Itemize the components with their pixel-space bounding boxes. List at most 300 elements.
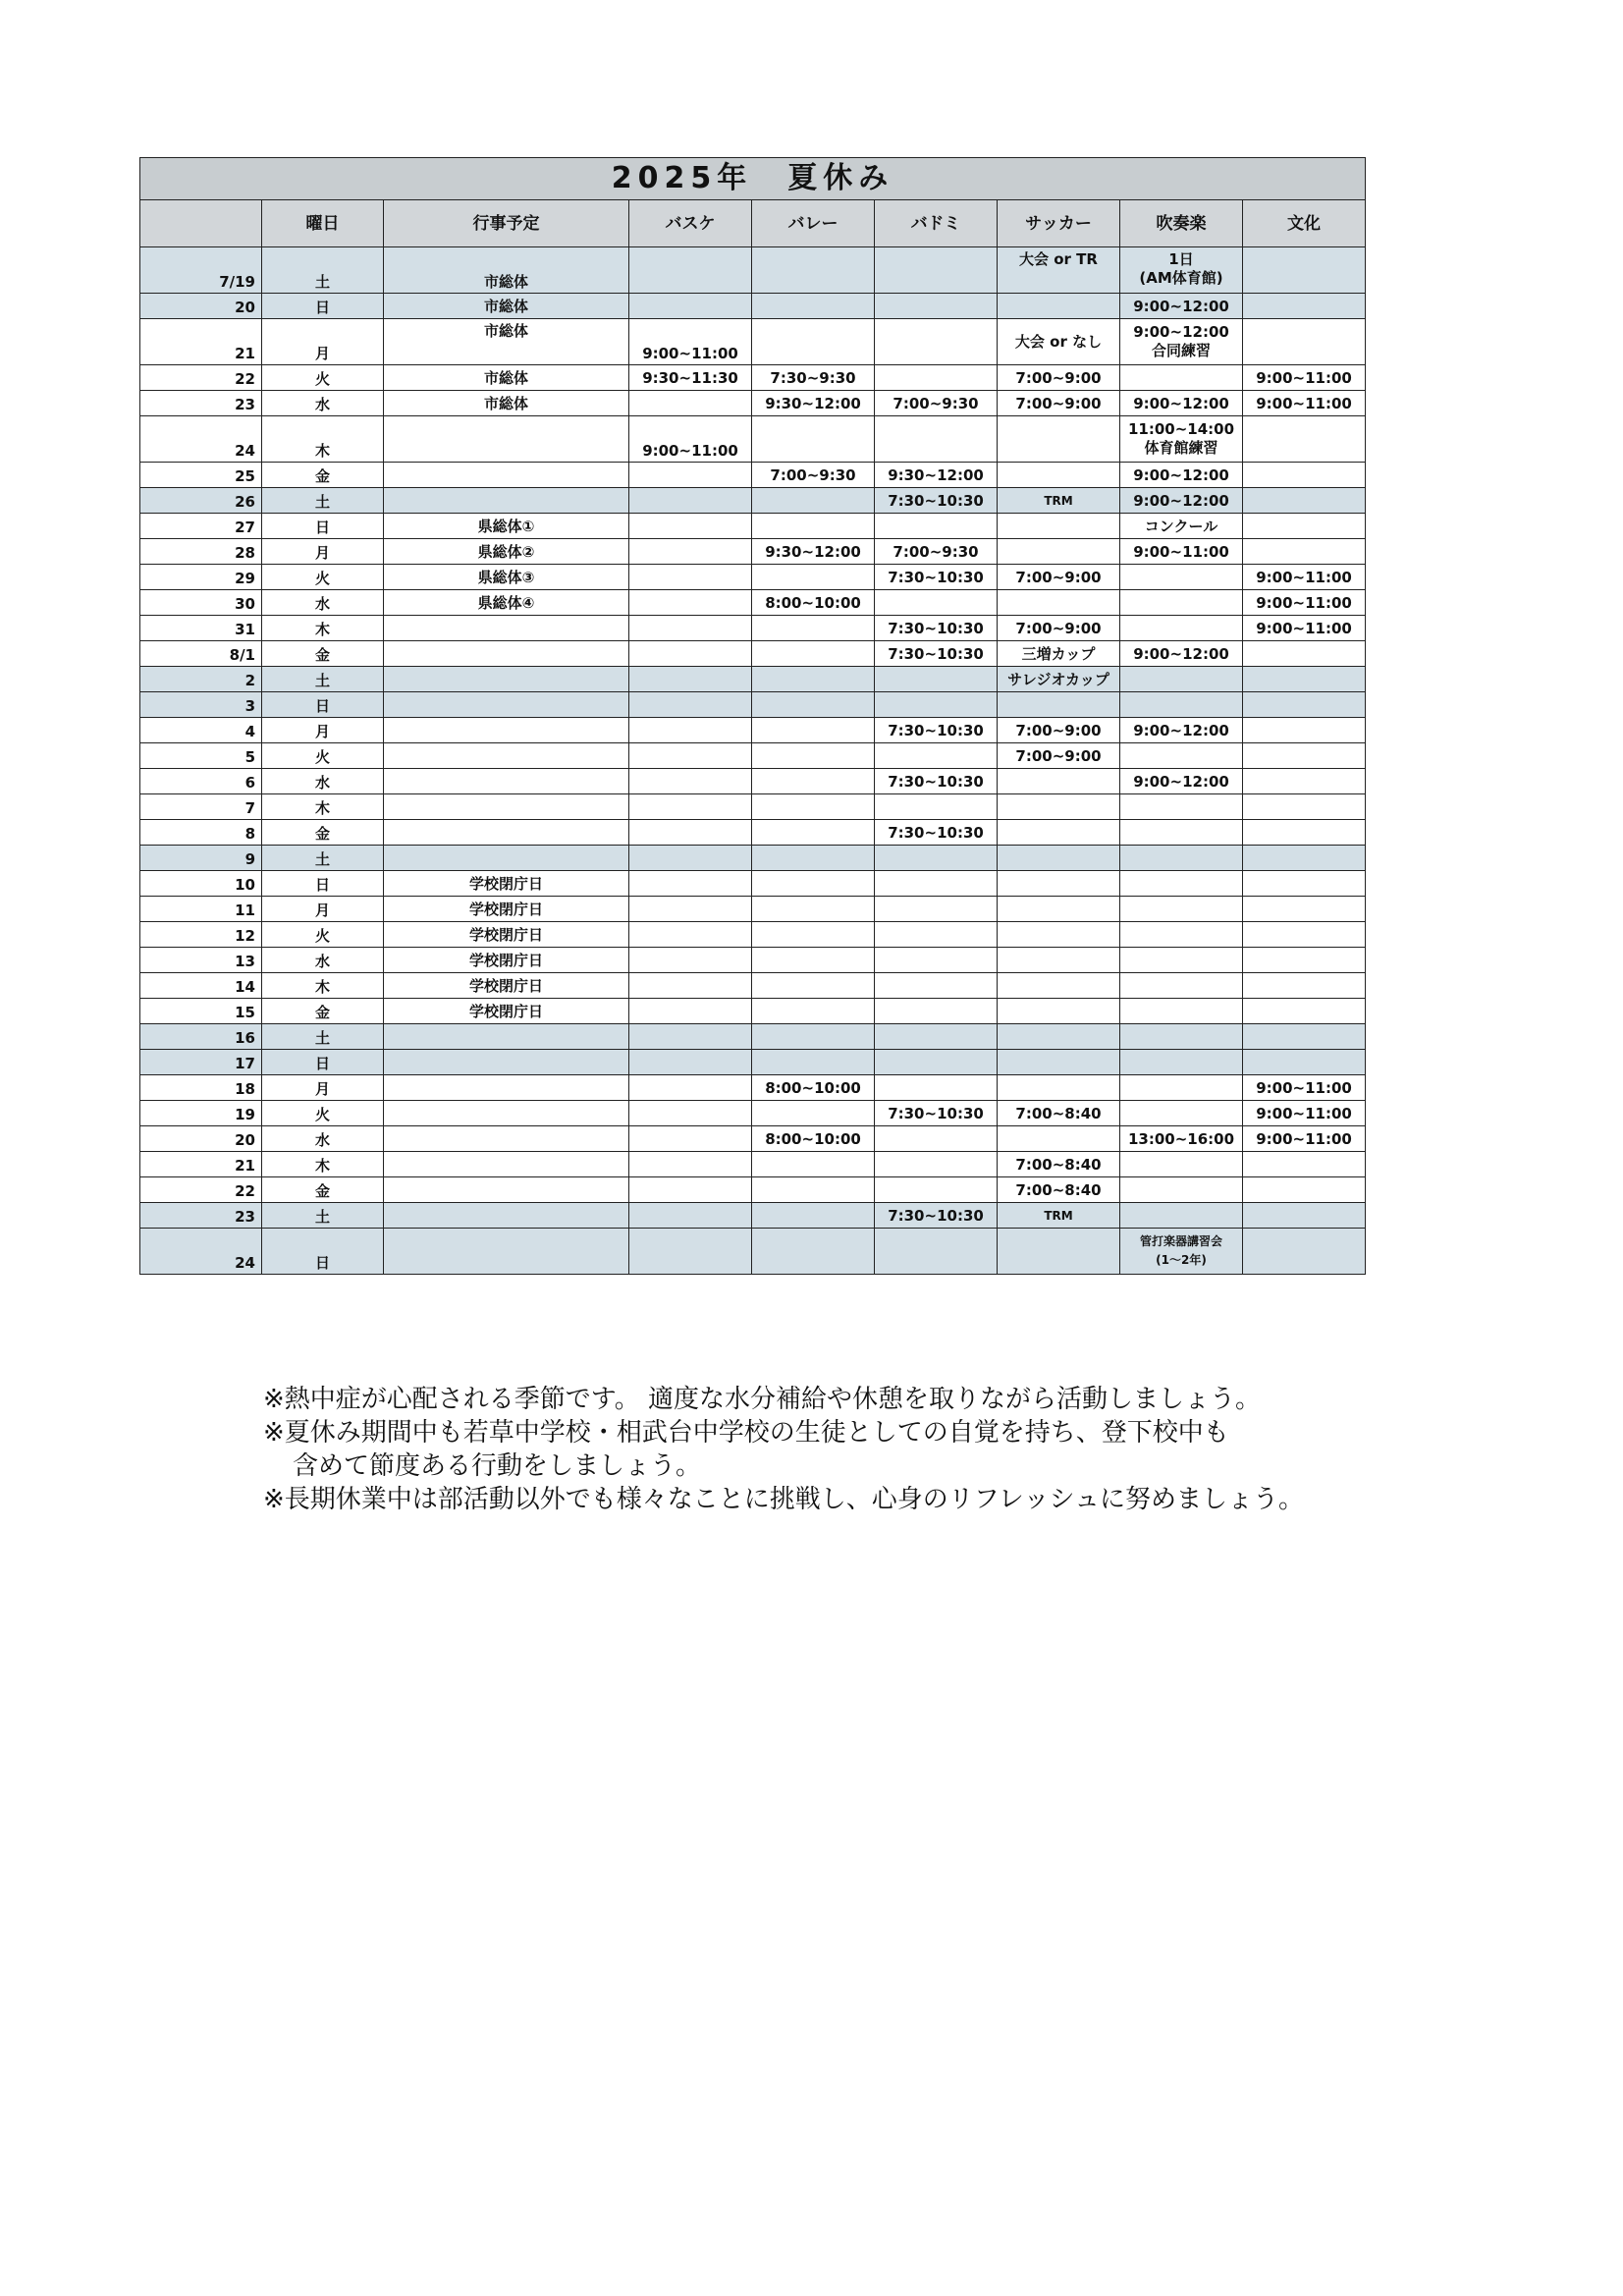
header-row	[140, 200, 1366, 247]
basketball-cell	[629, 1101, 752, 1126]
brass-band-cell	[1120, 247, 1243, 294]
soccer-cell	[998, 922, 1120, 948]
weekday-cell: 土	[262, 667, 384, 692]
volleyball-cell	[752, 743, 875, 769]
brass-band-cell: 9:00~12:00	[1120, 463, 1243, 488]
date-cell: 29	[140, 565, 262, 590]
table-row	[140, 948, 1366, 973]
brass-band-cell-line: 1日	[1168, 250, 1194, 268]
badminton-cell	[875, 692, 998, 718]
note-line: 含めて節度ある行動をしましょう。	[293, 1451, 702, 1481]
weekday-cell: 金	[262, 463, 384, 488]
basketball-cell	[629, 871, 752, 897]
weekday-cell: 月	[262, 319, 384, 365]
date-cell: 23	[140, 1203, 262, 1229]
brass-band-cell	[1120, 897, 1243, 922]
basketball-cell	[629, 999, 752, 1024]
weekday-cell: 日	[262, 294, 384, 319]
table-row	[140, 743, 1366, 769]
event-cell: 県総体②	[384, 539, 629, 565]
event-cell: 県総体③	[384, 565, 629, 590]
event-cell	[384, 718, 629, 743]
event-cell: 学校閉庁日	[384, 973, 629, 999]
culture-cell	[1243, 897, 1366, 922]
volleyball-cell	[752, 948, 875, 973]
volleyball-cell	[752, 973, 875, 999]
volleyball-cell: 9:30~12:00	[752, 391, 875, 416]
badminton-cell: 7:30~10:30	[875, 565, 998, 590]
brass-band-cell: 9:00~11:00	[1120, 539, 1243, 565]
brass-band-cell: 9:00~12:00	[1120, 769, 1243, 794]
weekday-cell: 日	[262, 692, 384, 718]
soccer-cell: 7:00~9:00	[998, 365, 1120, 391]
soccer-cell: サレジオカップ	[998, 667, 1120, 692]
table-row	[140, 1229, 1366, 1275]
table-row	[140, 1126, 1366, 1152]
event-cell: 学校閉庁日	[384, 922, 629, 948]
volleyball-cell: 7:30~9:30	[752, 365, 875, 391]
weekday-cell: 月	[262, 897, 384, 922]
badminton-cell	[875, 846, 998, 871]
date-cell: 24	[140, 416, 262, 463]
badminton-cell: 9:30~12:00	[875, 463, 998, 488]
soccer-cell: 大会 or なし	[998, 319, 1120, 365]
basketball-cell	[629, 922, 752, 948]
badminton-cell	[875, 948, 998, 973]
volleyball-cell	[752, 294, 875, 319]
volleyball-cell	[752, 1152, 875, 1177]
summer-schedule-table	[139, 157, 1366, 1275]
date-cell: 17	[140, 1050, 262, 1075]
table-row	[140, 616, 1366, 641]
culture-cell	[1243, 641, 1366, 667]
basketball-cell	[629, 539, 752, 565]
date-cell: 14	[140, 973, 262, 999]
basketball-cell	[629, 743, 752, 769]
soccer-cell: 7:00~9:00	[998, 743, 1120, 769]
brass-band-cell-line: 合同練習	[1151, 342, 1211, 359]
volleyball-cell	[752, 820, 875, 846]
brass-band-cell: 9:00~12:00	[1120, 488, 1243, 514]
culture-cell	[1243, 794, 1366, 820]
header-basketball: バスケ	[629, 200, 752, 247]
note-line: ※熱中症が心配される季節です。 適度な水分補給や休憩を取りながら活動しましょう。	[263, 1385, 1261, 1414]
brass-band-cell	[1120, 846, 1243, 871]
soccer-cell: 7:00~8:40	[998, 1177, 1120, 1203]
culture-cell: 9:00~11:00	[1243, 565, 1366, 590]
header-badminton: バドミ	[875, 200, 998, 247]
soccer-cell	[998, 1126, 1120, 1152]
culture-cell	[1243, 539, 1366, 565]
table-row	[140, 1024, 1366, 1050]
soccer-cell: TRM	[998, 1203, 1120, 1229]
date-cell: 27	[140, 514, 262, 539]
basketball-cell	[629, 692, 752, 718]
basketball-cell: 9:00~11:00	[629, 319, 752, 365]
badminton-cell	[875, 416, 998, 463]
event-cell	[384, 692, 629, 718]
brass-band-cell	[1120, 616, 1243, 641]
culture-cell	[1243, 692, 1366, 718]
event-cell	[384, 667, 629, 692]
event-cell	[384, 846, 629, 871]
basketball-cell	[629, 820, 752, 846]
brass-band-cell	[1120, 743, 1243, 769]
brass-band-cell	[1120, 1177, 1243, 1203]
date-cell: 20	[140, 1126, 262, 1152]
badminton-cell	[875, 667, 998, 692]
table-row	[140, 416, 1366, 463]
table-row	[140, 1177, 1366, 1203]
brass-band-cell	[1120, 590, 1243, 616]
soccer-cell	[998, 590, 1120, 616]
soccer-cell	[998, 1229, 1120, 1275]
culture-cell	[1243, 463, 1366, 488]
weekday-cell: 月	[262, 718, 384, 743]
brass-band-cell	[1120, 922, 1243, 948]
date-cell: 11	[140, 897, 262, 922]
volleyball-cell	[752, 616, 875, 641]
badminton-cell: 7:30~10:30	[875, 718, 998, 743]
culture-cell	[1243, 999, 1366, 1024]
volleyball-cell	[752, 667, 875, 692]
culture-cell	[1243, 247, 1366, 294]
soccer-cell	[998, 897, 1120, 922]
culture-cell	[1243, 769, 1366, 794]
brass-band-cell-line: 体育館練習	[1144, 439, 1218, 457]
table-row	[140, 365, 1366, 391]
basketball-cell	[629, 1177, 752, 1203]
event-cell	[384, 743, 629, 769]
soccer-cell	[998, 416, 1120, 463]
basketball-cell	[629, 973, 752, 999]
event-cell	[384, 1075, 629, 1101]
volleyball-cell	[752, 416, 875, 463]
table-row	[140, 973, 1366, 999]
weekday-cell: 土	[262, 488, 384, 514]
event-cell	[384, 820, 629, 846]
date-cell: 21	[140, 319, 262, 365]
badminton-cell	[875, 794, 998, 820]
event-cell: 市総体	[384, 365, 629, 391]
badminton-cell	[875, 743, 998, 769]
table-row	[140, 820, 1366, 846]
weekday-cell: 土	[262, 1024, 384, 1050]
event-cell	[384, 641, 629, 667]
brass-band-cell-line: 9:00~12:00	[1133, 323, 1229, 341]
date-cell: 13	[140, 948, 262, 973]
volleyball-cell	[752, 1203, 875, 1229]
soccer-cell	[998, 999, 1120, 1024]
badminton-cell	[875, 1152, 998, 1177]
badminton-cell	[875, 1050, 998, 1075]
event-cell	[384, 1050, 629, 1075]
brass-band-cell	[1120, 1101, 1243, 1126]
weekday-cell: 土	[262, 1203, 384, 1229]
weekday-cell: 土	[262, 846, 384, 871]
volleyball-cell	[752, 692, 875, 718]
soccer-cell: 大会 or TR	[998, 247, 1120, 294]
soccer-cell	[998, 846, 1120, 871]
badminton-cell	[875, 999, 998, 1024]
culture-cell: 9:00~11:00	[1243, 391, 1366, 416]
brass-band-cell	[1120, 948, 1243, 973]
volleyball-cell	[752, 319, 875, 365]
brass-band-cell-line: (1～2年)	[1156, 1253, 1207, 1267]
table-row	[140, 641, 1366, 667]
brass-band-cell	[1120, 1024, 1243, 1050]
badminton-cell	[875, 897, 998, 922]
badminton-cell	[875, 365, 998, 391]
culture-cell: 9:00~11:00	[1243, 1101, 1366, 1126]
soccer-cell	[998, 463, 1120, 488]
soccer-cell: 7:00~9:00	[998, 718, 1120, 743]
culture-cell	[1243, 948, 1366, 973]
basketball-cell	[629, 846, 752, 871]
soccer-cell	[998, 948, 1120, 973]
soccer-cell: 7:00~8:40	[998, 1152, 1120, 1177]
weekday-cell: 金	[262, 820, 384, 846]
table-row	[140, 1101, 1366, 1126]
date-cell: 7	[140, 794, 262, 820]
soccer-cell: 7:00~9:00	[998, 616, 1120, 641]
notes-section	[263, 1383, 1490, 1516]
volleyball-cell	[752, 247, 875, 294]
event-cell: 学校閉庁日	[384, 897, 629, 922]
brass-band-cell: 9:00~12:00	[1120, 718, 1243, 743]
culture-cell: 9:00~11:00	[1243, 590, 1366, 616]
volleyball-cell	[752, 1024, 875, 1050]
volleyball-cell: 8:00~10:00	[752, 1075, 875, 1101]
soccer-cell: 7:00~8:40	[998, 1101, 1120, 1126]
culture-cell	[1243, 820, 1366, 846]
weekday-cell: 木	[262, 973, 384, 999]
badminton-cell: 7:30~10:30	[875, 820, 998, 846]
event-cell	[384, 1152, 629, 1177]
date-cell: 28	[140, 539, 262, 565]
culture-cell	[1243, 871, 1366, 897]
brass-band-cell	[1120, 365, 1243, 391]
volleyball-cell	[752, 1101, 875, 1126]
weekday-cell: 水	[262, 391, 384, 416]
volleyball-cell	[752, 769, 875, 794]
volleyball-cell	[752, 922, 875, 948]
weekday-cell: 火	[262, 565, 384, 590]
event-cell: 学校閉庁日	[384, 948, 629, 973]
culture-cell: 9:00~11:00	[1243, 616, 1366, 641]
brass-band-cell	[1120, 999, 1243, 1024]
table-row	[140, 463, 1366, 488]
date-cell: 15	[140, 999, 262, 1024]
date-cell: 26	[140, 488, 262, 514]
date-cell: 19	[140, 1101, 262, 1126]
soccer-cell	[998, 539, 1120, 565]
basketball-cell	[629, 1229, 752, 1275]
brass-band-cell	[1120, 1152, 1243, 1177]
brass-band-cell-line: (AM体育館)	[1139, 269, 1223, 287]
header-volleyball: バレー	[752, 200, 875, 247]
event-cell	[384, 1177, 629, 1203]
brass-band-cell	[1120, 416, 1243, 463]
basketball-cell	[629, 1075, 752, 1101]
table-row	[140, 590, 1366, 616]
brass-band-cell	[1120, 667, 1243, 692]
event-cell: 学校閉庁日	[384, 871, 629, 897]
culture-cell	[1243, 922, 1366, 948]
brass-band-cell	[1120, 1050, 1243, 1075]
event-cell	[384, 616, 629, 641]
date-cell: 9	[140, 846, 262, 871]
date-cell: 8	[140, 820, 262, 846]
brass-band-cell	[1120, 871, 1243, 897]
weekday-cell: 金	[262, 641, 384, 667]
culture-cell	[1243, 1152, 1366, 1177]
brass-band-cell	[1120, 794, 1243, 820]
soccer-cell	[998, 871, 1120, 897]
date-cell: 30	[140, 590, 262, 616]
basketball-cell	[629, 1050, 752, 1075]
event-cell	[384, 488, 629, 514]
volleyball-cell: 9:30~12:00	[752, 539, 875, 565]
volleyball-cell: 7:00~9:30	[752, 463, 875, 488]
badminton-cell	[875, 1177, 998, 1203]
event-cell: 市総体	[384, 247, 629, 294]
event-cell	[384, 1126, 629, 1152]
date-cell: 22	[140, 1177, 262, 1203]
culture-cell	[1243, 1229, 1366, 1275]
badminton-cell: 7:30~10:30	[875, 616, 998, 641]
event-cell: 県総体①	[384, 514, 629, 539]
volleyball-cell	[752, 871, 875, 897]
volleyball-cell	[752, 999, 875, 1024]
culture-cell	[1243, 319, 1366, 365]
table-row	[140, 539, 1366, 565]
event-cell	[384, 1024, 629, 1050]
table-row	[140, 667, 1366, 692]
weekday-cell: 金	[262, 999, 384, 1024]
volleyball-cell	[752, 846, 875, 871]
weekday-cell: 火	[262, 743, 384, 769]
badminton-cell: 7:30~10:30	[875, 488, 998, 514]
badminton-cell: 7:30~10:30	[875, 1203, 998, 1229]
table-row	[140, 247, 1366, 294]
culture-cell: 9:00~11:00	[1243, 1126, 1366, 1152]
basketball-cell	[629, 897, 752, 922]
basketball-cell	[629, 1152, 752, 1177]
culture-cell	[1243, 846, 1366, 871]
table-row	[140, 1152, 1366, 1177]
date-cell: 21	[140, 1152, 262, 1177]
badminton-cell: 7:00~9:30	[875, 539, 998, 565]
basketball-cell	[629, 1203, 752, 1229]
basketball-cell	[629, 247, 752, 294]
soccer-cell	[998, 820, 1120, 846]
event-cell	[384, 1229, 629, 1275]
weekday-cell: 木	[262, 616, 384, 641]
date-cell: 4	[140, 718, 262, 743]
weekday-cell: 月	[262, 539, 384, 565]
culture-cell	[1243, 718, 1366, 743]
event-cell: 市総体	[384, 294, 629, 319]
culture-cell	[1243, 416, 1366, 463]
basketball-cell	[629, 590, 752, 616]
volleyball-cell	[752, 488, 875, 514]
weekday-cell: 木	[262, 1152, 384, 1177]
date-cell: 20	[140, 294, 262, 319]
basketball-cell	[629, 718, 752, 743]
volleyball-cell	[752, 718, 875, 743]
badminton-cell	[875, 1024, 998, 1050]
volleyball-cell	[752, 794, 875, 820]
date-cell: 2	[140, 667, 262, 692]
basketball-cell	[629, 769, 752, 794]
culture-cell	[1243, 1050, 1366, 1075]
date-cell: 8/1	[140, 641, 262, 667]
badminton-cell	[875, 973, 998, 999]
volleyball-cell	[752, 1177, 875, 1203]
weekday-cell: 水	[262, 590, 384, 616]
volleyball-cell	[752, 514, 875, 539]
basketball-cell	[629, 1126, 752, 1152]
table-row	[140, 294, 1366, 319]
volleyball-cell	[752, 1050, 875, 1075]
badminton-cell: 7:30~10:30	[875, 1101, 998, 1126]
badminton-cell	[875, 514, 998, 539]
basketball-cell	[629, 463, 752, 488]
basketball-cell	[629, 1024, 752, 1050]
volleyball-cell	[752, 897, 875, 922]
table-row	[140, 391, 1366, 416]
badminton-cell	[875, 871, 998, 897]
basketball-cell	[629, 641, 752, 667]
badminton-cell	[875, 294, 998, 319]
weekday-cell: 月	[262, 1075, 384, 1101]
volleyball-cell	[752, 565, 875, 590]
date-cell: 18	[140, 1075, 262, 1101]
badminton-cell	[875, 590, 998, 616]
header-weekday: 曜日	[262, 200, 384, 247]
table-row	[140, 922, 1366, 948]
volleyball-cell: 8:00~10:00	[752, 590, 875, 616]
event-cell	[384, 769, 629, 794]
table-row	[140, 846, 1366, 871]
brass-band-cell	[1120, 973, 1243, 999]
basketball-cell	[629, 391, 752, 416]
weekday-cell: 火	[262, 365, 384, 391]
table-row	[140, 692, 1366, 718]
table-row	[140, 488, 1366, 514]
soccer-cell: 三増カップ	[998, 641, 1120, 667]
volleyball-cell	[752, 641, 875, 667]
culture-cell	[1243, 488, 1366, 514]
table-row	[140, 514, 1366, 539]
table-row	[140, 718, 1366, 743]
brass-band-cell	[1120, 820, 1243, 846]
date-cell: 31	[140, 616, 262, 641]
soccer-cell: 7:00~9:00	[998, 565, 1120, 590]
table-row	[140, 871, 1366, 897]
soccer-cell	[998, 1050, 1120, 1075]
brass-band-cell: コンクール	[1120, 514, 1243, 539]
table-row	[140, 794, 1366, 820]
brass-band-cell-line: 11:00~14:00	[1127, 420, 1235, 438]
soccer-cell: 7:00~9:00	[998, 391, 1120, 416]
event-cell	[384, 1203, 629, 1229]
weekday-cell: 木	[262, 794, 384, 820]
basketball-cell: 9:00~11:00	[629, 416, 752, 463]
table-row	[140, 1075, 1366, 1101]
weekday-cell: 土	[262, 247, 384, 294]
